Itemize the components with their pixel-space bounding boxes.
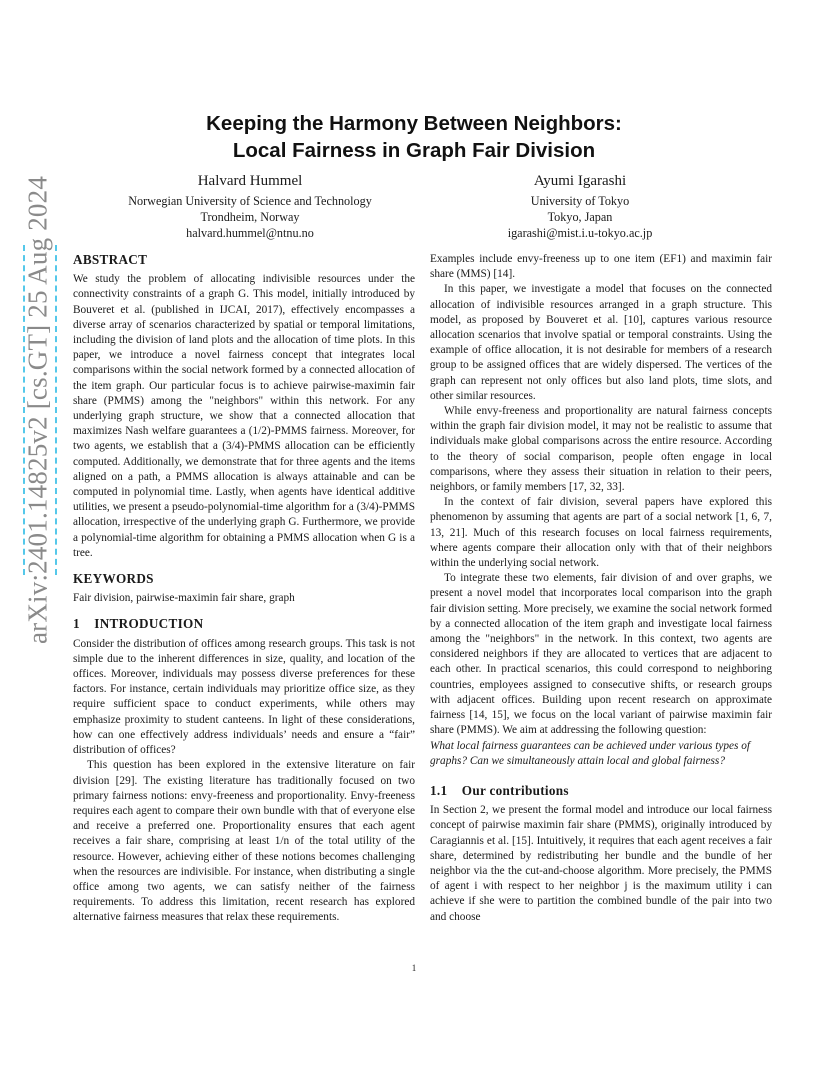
author-location: Tokyo, Japan	[547, 210, 613, 224]
intro-paragraph-6: In the context of fair division, several papers have explored this phenomenon by assuming that agents are part of a social network [1, 6, 7, 13, 21]. Much of this research focuses on local fairness requirements, where agents compare their allocation only with that of their neighbors within the underlying social network.	[430, 496, 772, 570]
author-block-2	[430, 172, 730, 241]
paper-title	[0, 110, 828, 164]
author-affiliation: Norwegian University of Science and Technology	[128, 194, 372, 208]
abstract-heading: ABSTRACT	[73, 252, 148, 267]
keywords-text: Fair division, pairwise-maximin fair share, graph	[73, 592, 295, 605]
right-column	[430, 252, 772, 925]
intro-paragraph-4: In this paper, we investigate a model that focuses on the connected allocation of indivisible resources arranged in a graph structure. This model, as proposed by Bouveret et al. [10], captures various resource allocation scenarios that involve spatial or temporal constraints. Using the example of office allocation, it is not desirable for members of a research group to be assigned offices that are widely dispersed. The vertices of the graph can represent not only offices but also land plots, time slots, and other similar resources.	[430, 283, 772, 402]
page-number: 1	[411, 963, 417, 973]
research-question-quote: What local fairness guarantees can be achieved under various types of graphs? Can we simultaneously attain local and global fairness?	[430, 739, 751, 767]
intro-paragraph-5: While envy-freeness and proportionality are natural fairness concepts within the graph fair division model, it may not be realistic to assume that individuals make global comparisons across the entire resource. According to the theory of social comparison, people often engage in local comparisons, where they assess their situation in relation to their peers, neighbors, or family members [17, 32, 33].	[430, 405, 772, 494]
title-line-1: Keeping the Harmony Between Neighbors:	[206, 112, 622, 135]
author-email[interactable]: igarashi@mist.i.u-tokyo.ac.jp	[507, 226, 653, 240]
contributions-heading: 1.1 Our contributions	[430, 782, 569, 798]
author-location: Trondheim, Norway	[200, 210, 300, 224]
keywords-heading: KEYWORDS	[73, 571, 154, 587]
intro-paragraph-1: Consider the distribution of offices among research groups. This task is not simple due to the inherent differences in size, quality, and location of the offices. Moreover, individuals may possess diverse preferences for these factors. For instance, certain individuals may prioritize office size, as they require sufficient space to conduct experiments, while others may emphasize proximity to student canteens. In light of these considerations, how can one effectively address individuals’ needs and ensure a “fair” distribution of offices?	[73, 637, 415, 757]
intro-paragraph-2: This question has been explored in the extensive literature on fair division [29]. The existing literature has traditionally focused on two primary fairness notions: envy-freeness and proportionality. Envy-freeness requires each agent to compare their own bundle with that of everyone else and receive a preferred one. Proportionality ensures that each agent receives a fair share, comprising at least 1/n of the total utility of the resource. However, achieving either of these notions becomes challenging when the resources are indivisible. For instance, when distributing a single office among two agents, we can satisfy neither of the fairness requirements. To address this limitation, recent research has explored alternative fairness measures that relax these requirements.	[73, 759, 415, 924]
author-name: Ayumi Igarashi	[533, 173, 627, 189]
contributions-paragraph: In Section 2, we present the formal model and introduce our local fairness concept of pairwise maximin fair share (PMMS), originally introduced by Caragiannis et al. [15]. Intuitively, it requires that each agent receives a fair share, determined by redistributing her bundle and the bundle of her neighbor via the the cut-and-choose algorithm. More precisely, the PMMS of agent i with respect to her neighbor j is the maximum utility i can achieve if she were to partition the combined bundle of the pair into two and choose	[430, 804, 772, 923]
intro-paragraph-3: Examples include envy-freeness up to one item (EF1) and maximin fair share (MMS) [14].	[430, 253, 772, 281]
author-name: Halvard Hummel	[197, 173, 303, 189]
arxiv-identifier[interactable]: arXiv:2401.14825v2 [cs.GT] 25 Aug 2024	[22, 175, 53, 645]
intro-paragraph-7: To integrate these two elements, fair division of and over graphs, we present a novel model that incorporates local comparison into the graph fair division setting. More precisely, we examine the social network formed by a connected allocation of the item graph and investigate local fairness among the "neighbors" in the network. In this context, two agents are considered neighbors if they are allocated to vertices that are adjacent to each other. In practical scenarios, this could correspond to neighboring countries, employees assigned to consecutive shifts, or research groups with adjacent offices. Building upon recent research on approximate fairness [14, 15], we focus on the local variant of pairwise maximin fair share (PMMS). We aim at addressing the following question:	[430, 572, 772, 737]
abstract-text: We study the problem of allocating indivisible resources under the connectivity constraints of a graph G. This model, initially introduced by Bouveret et al. (published in IJCAI, 2017), effectively encompasses a diverse array of scenarios characterized by spatial or temporal limitations, including the division of land plots and the allocation of time plots. In this paper, we introduce a novel fairness concept that integrates local comparisons within the social network formed by a connected allocation of the item graph. Our particular focus is to achieve pairwise-maximin fair share (PMMS) among the "neighbors" within this network. For any underlying graph structure, we show that a connected allocation that maximizes Nash welfare guarantees a (1/2)-PMMS fairness. Moreover, for two agents, we establish that a (3/4)-PMMS allocation can be efficiently computed. Additionally, we demonstrate that for three agents and the items aligned on a path, a PMMS allocation is always attainable and can be computed in polynomial time. Lastly, when agents have identical additive utilities, we present a pseudo-polynomial-time algorithm for a (3/4)-PMMS allocation, irrespective of the underlying graph G. Furthermore, we provide a polynomial-time algorithm for obtaining a PMMS allocation when G is a tree.	[73, 273, 415, 559]
arxiv-sidebar	[18, 175, 58, 645]
left-column	[73, 252, 415, 926]
introduction-heading: 1 INTRODUCTION	[73, 616, 204, 632]
author-email[interactable]: halvard.hummel@ntnu.no	[186, 226, 314, 240]
title-line-2: Local Fairness in Graph Fair Division	[232, 139, 596, 162]
author-block-1	[100, 172, 400, 241]
author-affiliation: University of Tokyo	[530, 194, 630, 208]
